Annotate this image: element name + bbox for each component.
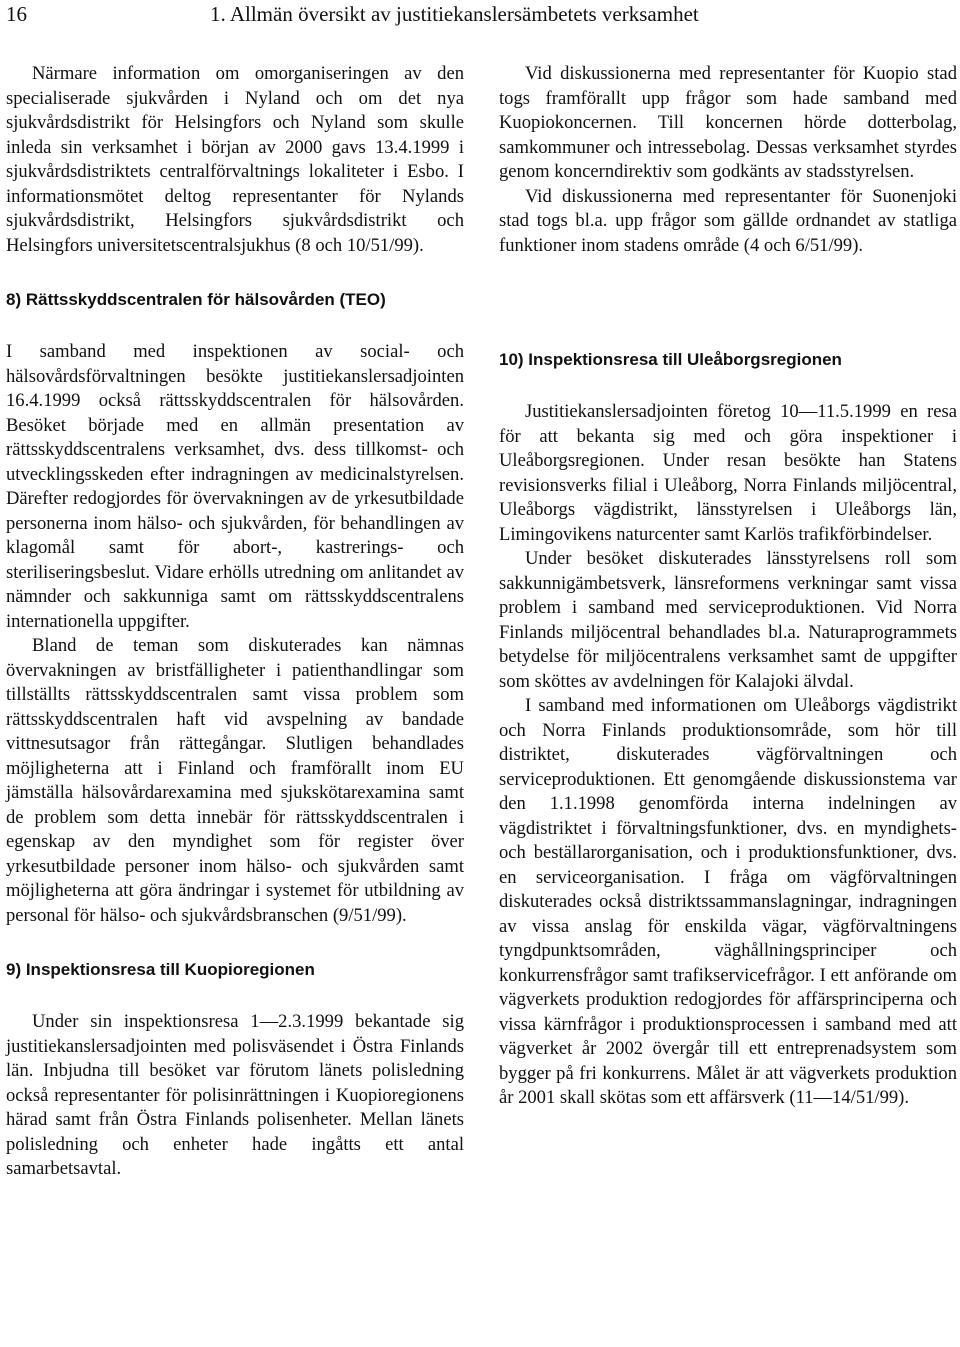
- kuopio-paragraph-2: Vid diskussionerna med representanter för Suonenjoki stad togs bl.a. upp frågor som gällde ordnandet av statliga funktioner inom stadens område (4 och 6/51/99).: [499, 185, 957, 256]
- section-8-heading: 8) Rättsskyddscentralen för hälsovården (TEO): [6, 290, 386, 309]
- section-9-paragraph-1: Under sin inspektionsresa 1—2.3.1999 bekantade sig justitiekanslersadjointen med polisväsendet i Östra Finlands län. Inbjudna till besöket var förutom länets polisledning också representanter för polisinrättningen i Kuopioregionens härad samt från Östra Finlands polisenheter. Mellan länets polisledning och enheter hade ingåtts ett antal samarbetsavtal.: [6, 1011, 464, 1179]
- right-column: [499, 62, 957, 1111]
- section-8-paragraph-2: Bland de teman som diskuterades kan nämnas övervakningen av bristfälligheter i patienthandlingar som tillställts rättsskyddscentralen samt vissa problem som rättsskyddscentralen haft vid avspelning av bandade vittnesutsagor från rättegångar. Slutligen behandlades möjligheterna att i Finland och framförallt inom EU jämställa hälsovårdarexamina med sjukskötarexamina samt de problem som detta innebär för rättsskyddscentralen i egenskap av den myndighet som för register över yrkesutbildade personer inom hälso- och sjukvården samt möjligheterna att göra ändringar i systemet för utbildning av personal för hälso- och sjukvårdsbranschen (9/51/99).: [6, 635, 464, 926]
- intro-paragraph: Närmare information om omorganiseringen av den specialiserade sjukvården i Nyland och om det nya sjukvårdsdistrikt för Helsingfors och Nyland som skulle inleda sin verksamhet i början av 2000 gavs 13.4.1999 i sjukvårdsdistriktets centralförvaltnings lokaliteter i Esbo. I informationsmötet deltog representanter för Nylands sjukvårdsdistrikt, Helsingfors sjukvårdsdistrikt och Helsingfors universitetscentralsjukhus (8 och 10/51/99).: [6, 63, 464, 256]
- section-10-paragraph-2: Under besöket diskuterades länsstyrelsens roll som sakkunnigämbetsverk, länsreformens verkningar samt vissa problem i samband med serviceproduktionen. Vid Norra Finlands miljöcentral behandlades bl.a. Naturaprogrammets betydelse för miljöcentralens verksamhet samt de uppgifter som sköttes av avdelningen för Kalajoki älvdal.: [499, 548, 957, 692]
- section-9-heading: 9) Inspektionsresa till Kuopioregionen: [6, 960, 315, 979]
- section-10-heading: 10) Inspektionsresa till Uleåborgsregionen: [499, 350, 842, 369]
- section-8-paragraph-1: I samband med inspektionen av social- och hälsovårdsförvaltningen besökte justitiekanslersadjointen 16.4.1999 också rättsskyddscentralen för hälsovården. Besöket började med en allmän presentation av rättsskyddscentralens verksamhet, dvs. dess tillkomst- och utvecklingsskeden efter indragningen av medicinalstyrelsen. Därefter redogjordes för övervakningen av de yrkesutbildade personerna inom hälso- och sjukvården, för behandlingen av klagomål samt för abort-, kastrerings- och steriliseringsbeslut. Vidare erhölls utredning om anlitandet av nämnder och sakkunniga samt om rättsskyddscentralens internationella uppgifter.: [6, 341, 464, 632]
- running-title: 1. Allmän översikt av justitiekanslersämbetets verksamhet: [210, 2, 699, 26]
- page-number: 16: [6, 2, 27, 26]
- page-header: [0, 0, 960, 40]
- section-10-paragraph-1: Justitiekanslersadjointen företog 10—11.5.1999 en resa för att bekanta sig med och göra inspektioner i Uleåborgsregionen. Under resan besökte han Statens revisionsverks filial i Uleåborg, Norra Finlands miljöcentral, Uleåborgs vägdistrikt, länsstyrelsen i Uleåborgs län, Limingovikens naturcenter samt Karlös trafikförbindelser.: [499, 401, 957, 545]
- kuopio-paragraph-1: Vid diskussionerna med representanter för Kuopio stad togs framförallt upp frågor som hade samband med Kuopiokoncernen. Till koncernen hörde dotterbolag, samkommuner och intressebolag. Dessas verksamhet styrdes genom koncerndirektiv som godkänts av stadsstyrelsen.: [499, 63, 957, 182]
- section-10-paragraph-3: I samband med informationen om Uleåborgs vägdistrikt och Norra Finlands produktionsområde, som hör till distriktet, diskuterades vägförvaltningen och serviceproduktionen. Ett genomgående diskussionstema var den 1.1.1998 genomförda interna indelningen av vägdistriktet i förvaltningsfunktioner, dvs. en myndighets- och beställarorganisation, och i produktionsfunktioner, dvs. en serviceorganisation. I fråga om vägförvaltningen diskuterades också distriktssammanslagningar, indragningen av vissa anslag för enskilda vägar, vägförvaltningens tyngdpunktsområden, väghållningsprinciper och konkurrensfrågor samt trafikservicefrågor. I ett anförande om vägverkets produktion redogjordes för affärsprinciperna och vissa kärnfrågor i produktionsprocessen i samband med att vägverket år 2002 övergår till ett entreprenadsystem som bygger på fri konkurrens. Målet är att vägverkets produktion år 2001 skall skötas som ett affärsverk (11—14/51/99).: [499, 695, 957, 1108]
- left-column: [6, 62, 464, 1182]
